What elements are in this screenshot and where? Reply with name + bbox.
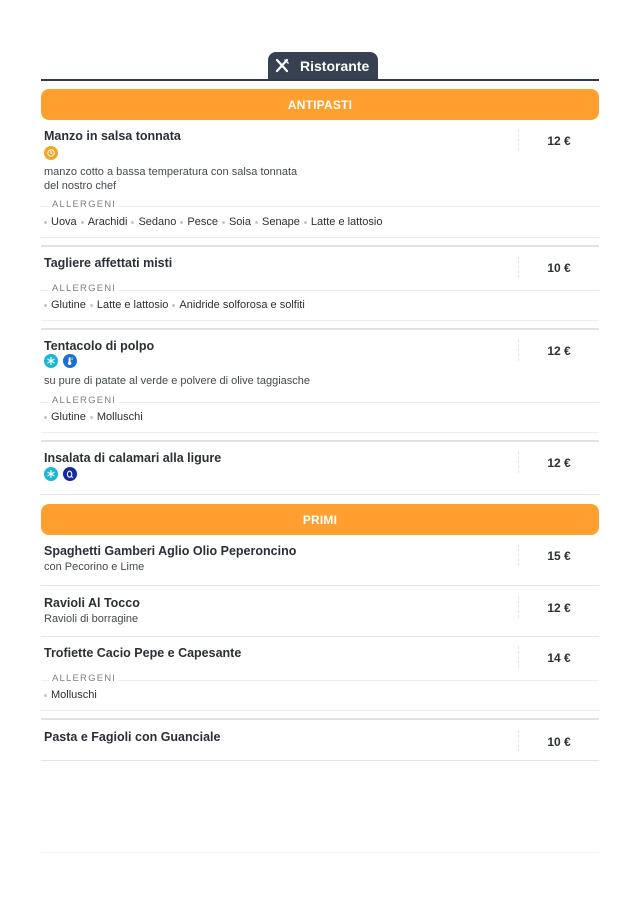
item-separator (41, 585, 599, 586)
section-header-antipasti: ANTIPASTI (41, 89, 599, 120)
item-price: 10 € (547, 261, 571, 275)
item-price: 10 € (547, 735, 571, 749)
allergen-list (44, 299, 309, 311)
item-price: 12 € (547, 601, 571, 615)
allergen-item: Glutine (44, 411, 86, 423)
item-price: 12 € (547, 344, 571, 358)
allergen-item: Latte e lattosio (304, 216, 383, 228)
item-name: Ravioli Al Tocco (44, 596, 140, 610)
allergen-item: Glutine (44, 299, 86, 311)
item-description: Ravioli di borragine (44, 613, 139, 625)
allergen-label: ALLERGENI (52, 673, 117, 684)
allergen-bottom-line (41, 237, 599, 238)
menu-item (41, 256, 599, 328)
item-name: Tagliere affettati misti (44, 256, 173, 270)
item-name: Trofiette Cacio Pepe e Capesante (44, 646, 242, 660)
item-name: Insalata di calamari alla ligure (44, 451, 222, 465)
utensils-icon (274, 58, 290, 74)
allergen-list (44, 216, 386, 228)
item-price: 15 € (547, 549, 571, 563)
allergen-label: ALLERGENI (52, 395, 117, 406)
tab-ristorante[interactable] (268, 52, 378, 79)
menu-item (41, 646, 599, 720)
menu-header (41, 52, 599, 81)
item-separator (41, 718, 599, 720)
fish-icon (63, 467, 77, 481)
item-description: con Pecorino e Lime (44, 561, 145, 573)
allergen-bottom-line (41, 320, 599, 321)
menu-item (41, 451, 599, 495)
allergen-divider (41, 206, 599, 207)
item-price: 12 € (547, 134, 571, 148)
item-name: Manzo in salsa tonnata (44, 129, 181, 143)
item-badges (44, 467, 77, 481)
allergen-item: Sedano (131, 216, 176, 228)
menu-item (41, 339, 599, 442)
allergen-item: Molluschi (90, 411, 143, 423)
allergen-divider (41, 290, 599, 291)
frozen-icon (44, 467, 58, 481)
item-description: manzo cotto a bassa temperatura con salsa tonnata del nostro chef (44, 166, 298, 192)
allergen-item: Molluschi (44, 689, 97, 701)
header-title: Ristorante (300, 57, 370, 74)
allergen-bottom-line (41, 710, 599, 711)
allergen-divider (41, 680, 599, 681)
item-separator (41, 245, 599, 247)
item-separator (41, 328, 599, 330)
item-separator (41, 494, 599, 495)
menu-item (41, 596, 599, 638)
header-divider (41, 79, 599, 81)
allergen-item: Latte e lattosio (90, 299, 169, 311)
allergen-item: Anidride solforosa e solfiti (172, 299, 304, 311)
allergen-item: Uova (44, 216, 77, 228)
allergen-item: Arachidi (81, 216, 128, 228)
item-name: Pasta e Fagioli con Guanciale (44, 730, 221, 744)
allergen-label: ALLERGENI (52, 283, 117, 294)
menu-item (41, 544, 599, 586)
item-separator (41, 760, 599, 761)
item-separator (41, 440, 599, 442)
slow-cook-icon (44, 146, 58, 160)
frozen-icon (44, 354, 58, 368)
section-header-primi: PRIMI (41, 504, 599, 535)
allergen-label: ALLERGENI (52, 199, 117, 210)
allergen-item: Soia (222, 216, 251, 228)
item-badges (44, 146, 58, 160)
item-name: Spaghetti Gamberi Aglio Olio Peperoncino (44, 544, 297, 558)
menu-item (41, 129, 599, 242)
allergen-divider (41, 402, 599, 403)
item-price: 12 € (547, 456, 571, 470)
allergen-list (44, 689, 101, 701)
item-separator (41, 636, 599, 637)
allergen-list (44, 411, 147, 423)
item-badges (44, 354, 77, 368)
footer-divider (41, 852, 599, 853)
allergen-item: Senape (255, 216, 300, 228)
thermometer-icon (63, 354, 77, 368)
allergen-bottom-line (41, 432, 599, 433)
item-price: 14 € (547, 651, 571, 665)
allergen-item: Pesce (180, 216, 218, 228)
item-name: Tentacolo di polpo (44, 339, 155, 353)
menu-item (41, 730, 599, 762)
item-description: su pure di patate al verde e polvere di olive taggiasche (44, 375, 311, 387)
